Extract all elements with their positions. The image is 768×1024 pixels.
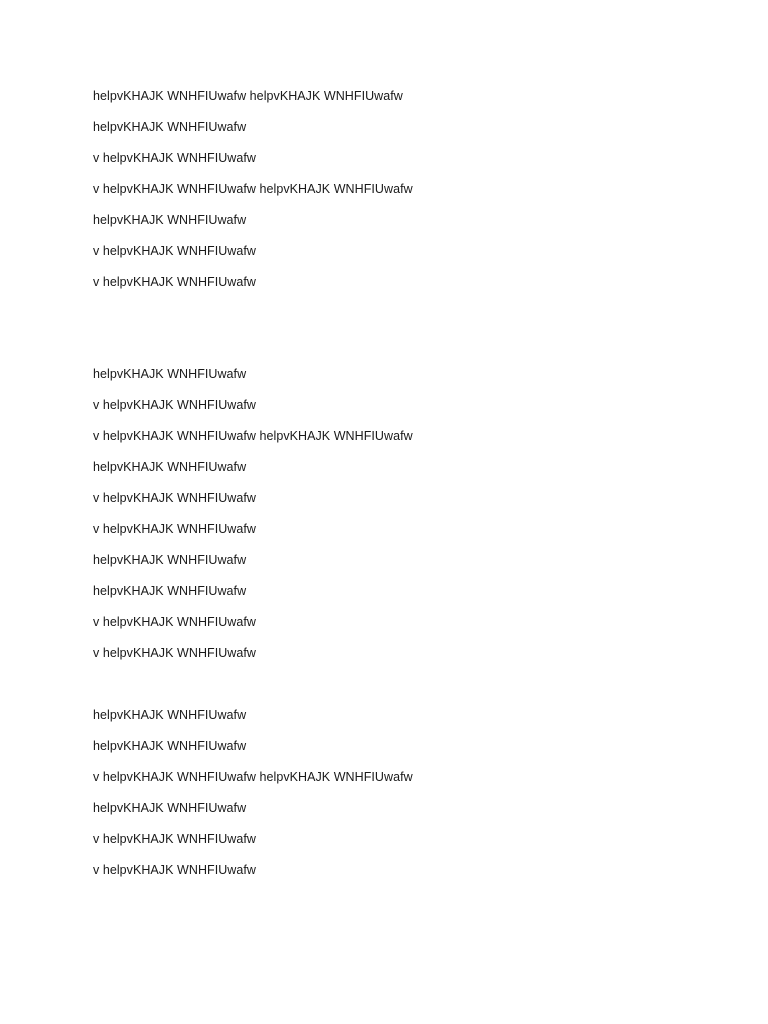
text-line: v helpvKHAJK WNHFIUwafw — [93, 522, 256, 536]
text-line: v helpvKHAJK WNHFIUwafw — [93, 832, 256, 846]
text-line: helpvKHAJK WNHFIUwafw — [93, 553, 247, 567]
text-line: helpvKHAJK WNHFIUwafw — [93, 584, 247, 598]
text-line: helpvKHAJK WNHFIUwafw — [93, 460, 247, 474]
text-line: v helpvKHAJK WNHFIUwafw — [93, 151, 256, 165]
text-line: v helpvKHAJK WNHFIUwafw — [93, 491, 256, 505]
text-line: helpvKHAJK WNHFIUwafw — [93, 120, 247, 134]
text-line: helpvKHAJK WNHFIUwafw — [93, 367, 247, 381]
text-line: v helpvKHAJK WNHFIUwafw — [93, 615, 256, 629]
text-line: helpvKHAJK WNHFIUwafw helpvKHAJK WNHFIUwafw — [93, 89, 403, 103]
text-line: v helpvKHAJK WNHFIUwafw — [93, 863, 256, 877]
text-line: helpvKHAJK WNHFIUwafw — [93, 801, 247, 815]
text-line: v helpvKHAJK WNHFIUwafw helpvKHAJK WNHFIUwafw — [93, 182, 413, 196]
text-line: v helpvKHAJK WNHFIUwafw helpvKHAJK WNHFIUwafw — [93, 429, 413, 443]
text-line: v helpvKHAJK WNHFIUwafw — [93, 244, 256, 258]
text-line: helpvKHAJK WNHFIUwafw — [93, 708, 247, 722]
text-line: helpvKHAJK WNHFIUwafw — [93, 213, 247, 227]
text-line: v helpvKHAJK WNHFIUwafw — [93, 646, 256, 660]
text-line: v helpvKHAJK WNHFIUwafw helpvKHAJK WNHFIUwafw — [93, 770, 413, 784]
text-line: v helpvKHAJK WNHFIUwafw — [93, 398, 256, 412]
text-line: helpvKHAJK WNHFIUwafw — [93, 739, 247, 753]
text-line: v helpvKHAJK WNHFIUwafw — [93, 275, 256, 289]
